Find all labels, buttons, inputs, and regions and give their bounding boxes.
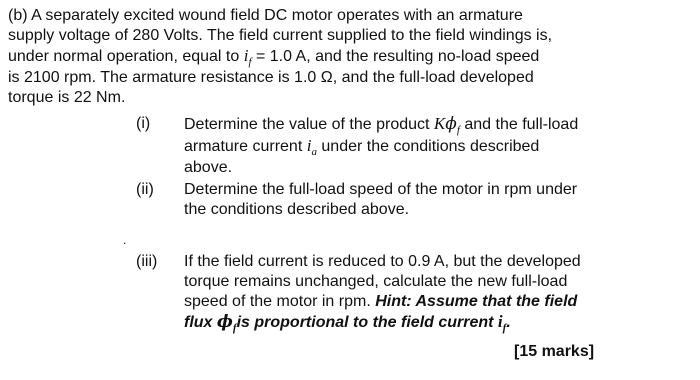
intro-line-2: supply voltage of 280 Volts. The field current supplied to the field windings is, xyxy=(8,27,553,44)
part-iii-number: (iii) xyxy=(136,253,158,270)
part-i-line-2 xyxy=(184,136,614,158)
stray-dot: . xyxy=(123,233,127,247)
intro-line-5: torque is 22 Nm. xyxy=(8,89,126,106)
part-ii-line-1: Determine the full-load speed of the motor in rpm under xyxy=(184,181,578,198)
part-i-line-1-end: and the full-load xyxy=(459,116,579,133)
armature-current-symbol: i xyxy=(306,136,312,155)
hint-current-subscript: f xyxy=(502,322,507,334)
intro-line-1: (b) A separately excited wound field DC motor operates with an armature xyxy=(8,7,523,24)
intro-line-3-text: under normal operation, equal to xyxy=(8,48,244,65)
field-current-subscript: f xyxy=(248,56,252,68)
part-iii-line-3 xyxy=(184,292,614,312)
part-ii-text xyxy=(184,180,614,220)
part-ii-line-2: the conditions described above. xyxy=(184,201,410,218)
field-current-symbol: i xyxy=(243,46,249,65)
part-i-line-1 xyxy=(184,114,614,136)
part-i-line-1-text: Determine the value of the product xyxy=(184,116,434,133)
part-iii-line-3-text: speed of the motor in rpm. xyxy=(184,293,376,310)
k-symbol: K xyxy=(433,114,446,133)
part-iii-line-4 xyxy=(184,312,614,334)
part-i-number: (i) xyxy=(136,115,151,132)
question-intro xyxy=(8,6,608,108)
marks-label: [15 marks] xyxy=(514,343,595,360)
intro-line-3-end: = 1.0 A, and the resulting no-load speed xyxy=(251,48,540,65)
part-i-line-2-text: armature current xyxy=(184,138,307,155)
hint-flux-text: flux xyxy=(184,314,217,331)
phi-subscript: f xyxy=(456,124,460,136)
part-iii-text xyxy=(184,252,614,334)
part-i-text xyxy=(184,114,614,178)
armature-current-subscript: a xyxy=(311,146,317,158)
hint-text-start: Hint: Assume that the field xyxy=(375,293,578,310)
part-i-line-3: above. xyxy=(184,159,233,176)
part-iii-line-1: If the field current is reduced to 0.9 A, but the developed xyxy=(184,253,581,270)
hint-current-symbol: i xyxy=(497,312,503,331)
intro-line-3 xyxy=(8,46,608,68)
hint-phi-symbol: ϕ xyxy=(216,312,233,332)
phi-symbol: ϕ xyxy=(445,114,457,134)
part-i-line-2-end: under the conditions described xyxy=(316,138,540,155)
hint-period: . xyxy=(506,314,511,331)
hint-phi-subscript: f xyxy=(232,322,237,334)
part-iii-line-2: torque remains unchanged, calculate the new full-load xyxy=(184,273,568,290)
hint-text-end: is proportional to the field current xyxy=(236,314,498,331)
part-ii-number: (ii) xyxy=(136,181,154,198)
intro-line-4: is 2100 rpm. The armature resistance is 1.0 Ω, and the full-load developed xyxy=(8,69,534,86)
